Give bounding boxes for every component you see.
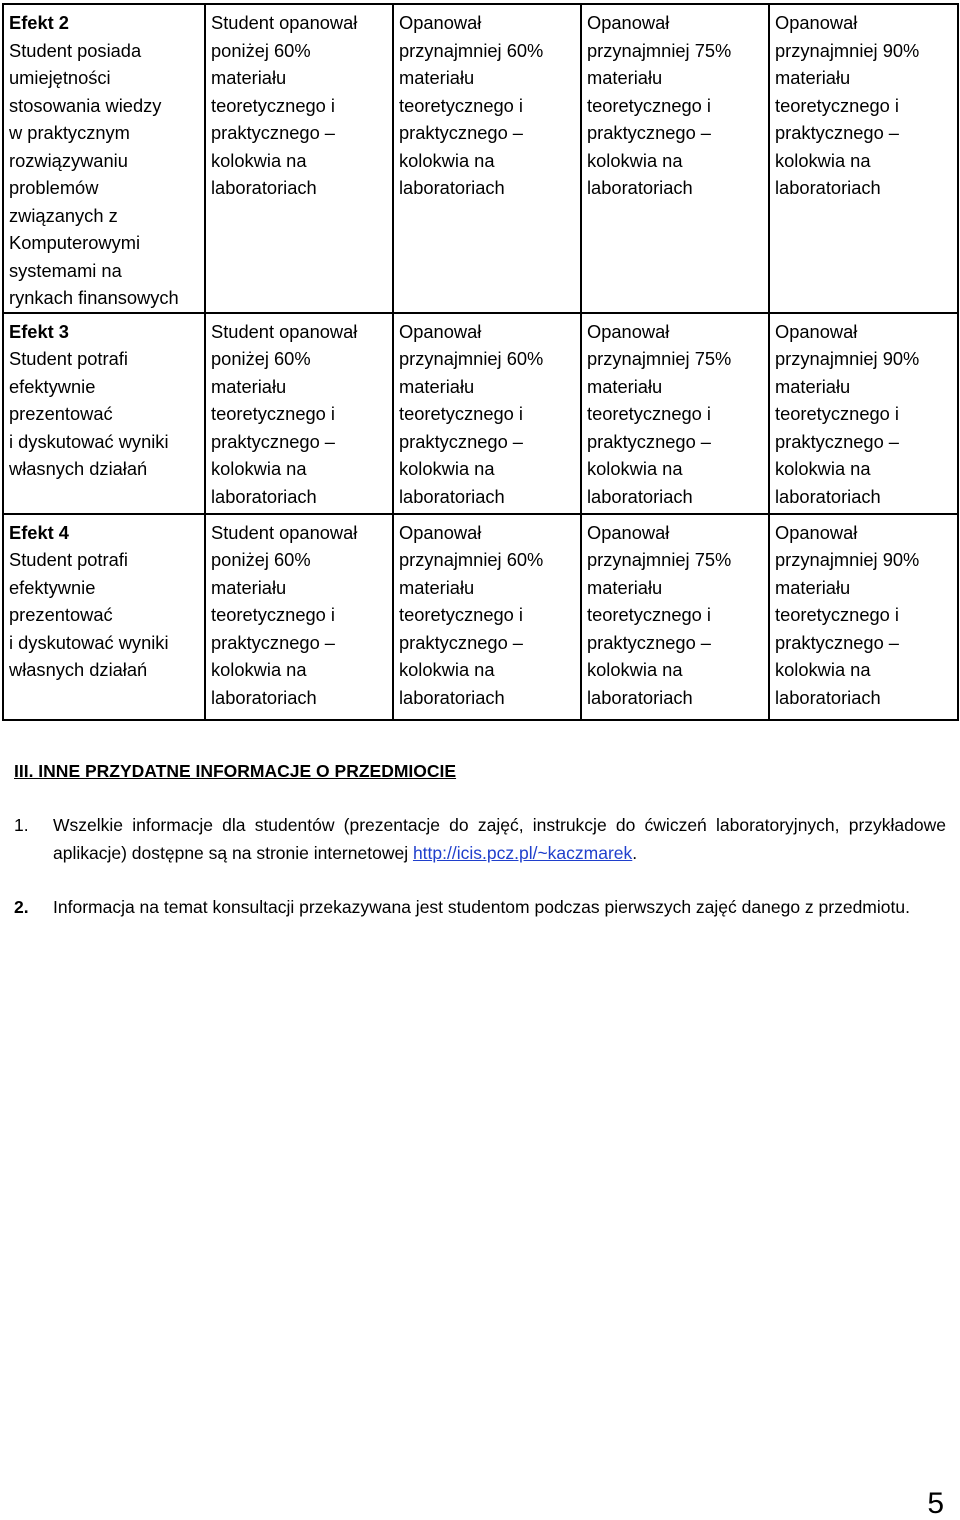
- grade-insufficient-cell: [205, 514, 393, 720]
- effect-title: Efekt 4: [9, 521, 69, 543]
- other-info-section: [14, 757, 946, 921]
- grade-criterion-line: materiału: [211, 576, 287, 598]
- grade-criterion-line: przynajmniej 60%: [399, 39, 544, 61]
- grade-criterion-line: laboratoriach: [587, 485, 693, 507]
- grade-criterion-line: laboratoriach: [587, 177, 693, 198]
- grade-criterion-line: laboratoriach: [399, 485, 505, 507]
- page-number: 5: [927, 1487, 944, 1520]
- effect-description-line: umiejętności: [9, 67, 111, 88]
- grade-60-cell: [393, 4, 581, 313]
- grade-criterion-line: materiału: [587, 576, 663, 598]
- grade-criterion-line: praktycznego –: [399, 122, 523, 143]
- grade-criterion-line: Opanował: [775, 12, 858, 33]
- grade-criterion-line: materiału: [399, 576, 475, 598]
- grade-criterion-line: teoretycznego i: [399, 94, 523, 116]
- effect-description-line: własnych działań: [9, 458, 148, 479]
- grade-criterion-line: przynajmniej 90%: [775, 348, 920, 369]
- grade-criterion-line: laboratoriach: [775, 485, 881, 507]
- grade-criterion-line: przynajmniej 75%: [587, 549, 732, 570]
- grade-criterion-line: przynajmniej 75%: [587, 348, 732, 369]
- info-item-2: [14, 893, 946, 921]
- grade-criterion-line: poniżej 60%: [211, 549, 311, 570]
- effect-description-line: problemów: [9, 177, 99, 198]
- grade-criterion-line: kolokwia na: [775, 458, 871, 479]
- grade-criterion-line: przynajmniej 60%: [399, 348, 544, 369]
- grade-criterion-line: praktycznego –: [211, 430, 335, 452]
- course-website-link[interactable]: http://icis.pcz.pl/~kaczmarek: [412, 843, 633, 863]
- grade-criterion-line: teoretycznego i: [399, 604, 523, 625]
- grade-criterion-line: przynajmniej 90%: [775, 39, 920, 61]
- effect-cell: [3, 313, 205, 514]
- grade-criterion-line: teoretycznego i: [211, 94, 335, 116]
- table-row: [3, 514, 958, 720]
- grade-criterion-line: przynajmniej 60%: [399, 549, 544, 570]
- effect-description-line: Student posiada: [9, 39, 142, 61]
- effect-description-line: stosowania wiedzy: [9, 94, 162, 116]
- item-number: 2.: [14, 897, 29, 917]
- effect-description-line: w praktycznym: [9, 122, 130, 143]
- grade-criterion-line: Opanował: [587, 12, 670, 33]
- grade-criterion-line: teoretycznego i: [399, 403, 523, 424]
- grade-criterion-line: Opanował: [587, 521, 670, 543]
- grade-criterion-line: kolokwia na: [587, 458, 683, 479]
- effect-description-line: prezentować: [9, 604, 113, 625]
- grade-criterion-line: praktycznego –: [399, 430, 523, 452]
- grade-criterion-line: materiału: [211, 67, 287, 88]
- grading-table-body: [3, 4, 958, 720]
- grade-criterion-line: kolokwia na: [211, 149, 307, 171]
- grade-criterion-line: teoretycznego i: [775, 604, 899, 625]
- grade-criterion-line: kolokwia na: [775, 659, 871, 680]
- effect-description-line: i dyskutować wyniki: [9, 631, 169, 653]
- effect-description-line: rozwiązywaniu: [9, 149, 128, 171]
- grade-criterion-line: teoretycznego i: [775, 403, 899, 424]
- grade-75-cell: [581, 313, 769, 514]
- grade-criterion-line: materiału: [211, 375, 287, 397]
- grade-90-cell: [769, 4, 958, 313]
- section-heading: III. INNE PRZYDATNE INFORMACJE O PRZEDMIOCIE: [14, 761, 457, 781]
- grade-criterion-line: Opanował: [399, 12, 482, 33]
- grade-criterion-line: materiału: [775, 375, 851, 397]
- info-item-punctuation: .: [632, 843, 638, 863]
- grade-criterion-line: materiału: [775, 576, 851, 598]
- grade-criterion-line: laboratoriach: [211, 686, 317, 708]
- grade-criterion-line: laboratoriach: [587, 686, 693, 708]
- grade-90-cell: [769, 313, 958, 514]
- effect-title: Efekt 3: [9, 320, 69, 342]
- effect-cell: [3, 4, 205, 313]
- grade-criterion-line: teoretycznego i: [587, 94, 711, 116]
- effect-description-line: efektywnie: [9, 576, 96, 598]
- grade-criterion-line: praktycznego –: [211, 122, 335, 143]
- effect-description-line: i dyskutować wyniki: [9, 430, 169, 452]
- grade-criterion-line: Opanował: [775, 521, 858, 543]
- grade-criterion-line: kolokwia na: [399, 458, 495, 479]
- grade-criterion-line: laboratoriach: [399, 686, 505, 708]
- grade-criterion-line: kolokwia na: [587, 149, 683, 171]
- grade-criterion-line: laboratoriach: [211, 177, 317, 198]
- grade-criterion-line: praktycznego –: [775, 430, 899, 452]
- grade-criterion-line: praktycznego –: [775, 122, 899, 143]
- grade-criterion-line: laboratoriach: [775, 686, 881, 708]
- grade-criterion-line: kolokwia na: [587, 659, 683, 680]
- effect-description-line: Student potrafi: [9, 549, 128, 570]
- effect-description-line: rynkach finansowych: [9, 287, 179, 308]
- grade-criterion-line: materiału: [399, 67, 475, 88]
- grade-criterion-line: materiału: [775, 67, 851, 88]
- info-item-text: Informacja na temat konsultacji przekazywana jest studentom podczas pierwszych zajęć danego z przedmiotu.: [53, 897, 910, 917]
- effect-title: Efekt 2: [9, 12, 69, 33]
- grade-criterion-line: materiału: [587, 375, 663, 397]
- effect-description-line: Student potrafi: [9, 348, 128, 369]
- grade-criterion-line: Opanował: [399, 320, 482, 342]
- effect-cell: [3, 514, 205, 720]
- grade-criterion-line: teoretycznego i: [587, 604, 711, 625]
- grade-criterion-line: praktycznego –: [211, 631, 335, 653]
- info-item-1: [14, 811, 946, 867]
- grade-criterion-line: praktycznego –: [587, 430, 711, 452]
- grade-criterion-line: kolokwia na: [399, 659, 495, 680]
- grading-table: [2, 3, 959, 721]
- grade-criterion-line: Opanował: [399, 521, 482, 543]
- grade-criterion-line: kolokwia na: [211, 458, 307, 479]
- table-row: [3, 313, 958, 514]
- info-item-text: Wszelkie informacje dla studentów (prezentacje do zajęć, instrukcje do ćwiczeń laboratoryjnych, przykładowe aplikacje) dostępne są na stronie internetowej: [53, 815, 946, 863]
- effect-description-line: efektywnie: [9, 375, 96, 397]
- grade-criterion-line: Opanował: [587, 320, 670, 342]
- grade-criterion-line: teoretycznego i: [211, 604, 335, 625]
- grade-criterion-line: teoretycznego i: [587, 403, 711, 424]
- effect-description-line: własnych działań: [9, 659, 148, 680]
- grade-criterion-line: Opanował: [775, 320, 858, 342]
- grade-criterion-line: poniżej 60%: [211, 348, 311, 369]
- grade-criterion-line: praktycznego –: [587, 631, 711, 653]
- effect-description-line: prezentować: [9, 403, 113, 424]
- grade-90-cell: [769, 514, 958, 720]
- grade-criterion-line: teoretycznego i: [775, 94, 899, 116]
- grade-criterion-line: materiału: [587, 67, 663, 88]
- grade-criterion-line: kolokwia na: [211, 659, 307, 680]
- grade-criterion-line: praktycznego –: [399, 631, 523, 653]
- grade-insufficient-cell: [205, 313, 393, 514]
- grade-criterion-line: kolokwia na: [775, 149, 871, 171]
- table-row: [3, 4, 958, 313]
- grade-criterion-line: materiału: [399, 375, 475, 397]
- effect-description-line: systemami na: [9, 259, 122, 281]
- grade-criterion-line: poniżej 60%: [211, 39, 311, 61]
- effect-description-line: związanych z: [9, 204, 118, 226]
- grade-insufficient-cell: [205, 4, 393, 313]
- grade-criterion-line: przynajmniej 90%: [775, 549, 920, 570]
- grade-criterion-line: laboratoriach: [211, 485, 317, 507]
- grade-75-cell: [581, 514, 769, 720]
- grade-criterion-line: Student opanował: [211, 12, 358, 33]
- grade-60-cell: [393, 514, 581, 720]
- grade-criterion-line: teoretycznego i: [211, 403, 335, 424]
- grade-criterion-line: przynajmniej 75%: [587, 39, 732, 61]
- grade-criterion-line: praktycznego –: [587, 122, 711, 143]
- grade-criterion-line: laboratoriach: [399, 177, 505, 198]
- grade-criterion-line: kolokwia na: [399, 149, 495, 171]
- grade-criterion-line: Student opanował: [211, 521, 358, 543]
- grade-criterion-line: praktycznego –: [775, 631, 899, 653]
- grade-75-cell: [581, 4, 769, 313]
- grade-60-cell: [393, 313, 581, 514]
- effect-description-line: Komputerowymi: [9, 232, 141, 253]
- grade-criterion-line: Student opanował: [211, 320, 358, 342]
- item-number: 1.: [14, 815, 29, 835]
- grade-criterion-line: laboratoriach: [775, 177, 881, 198]
